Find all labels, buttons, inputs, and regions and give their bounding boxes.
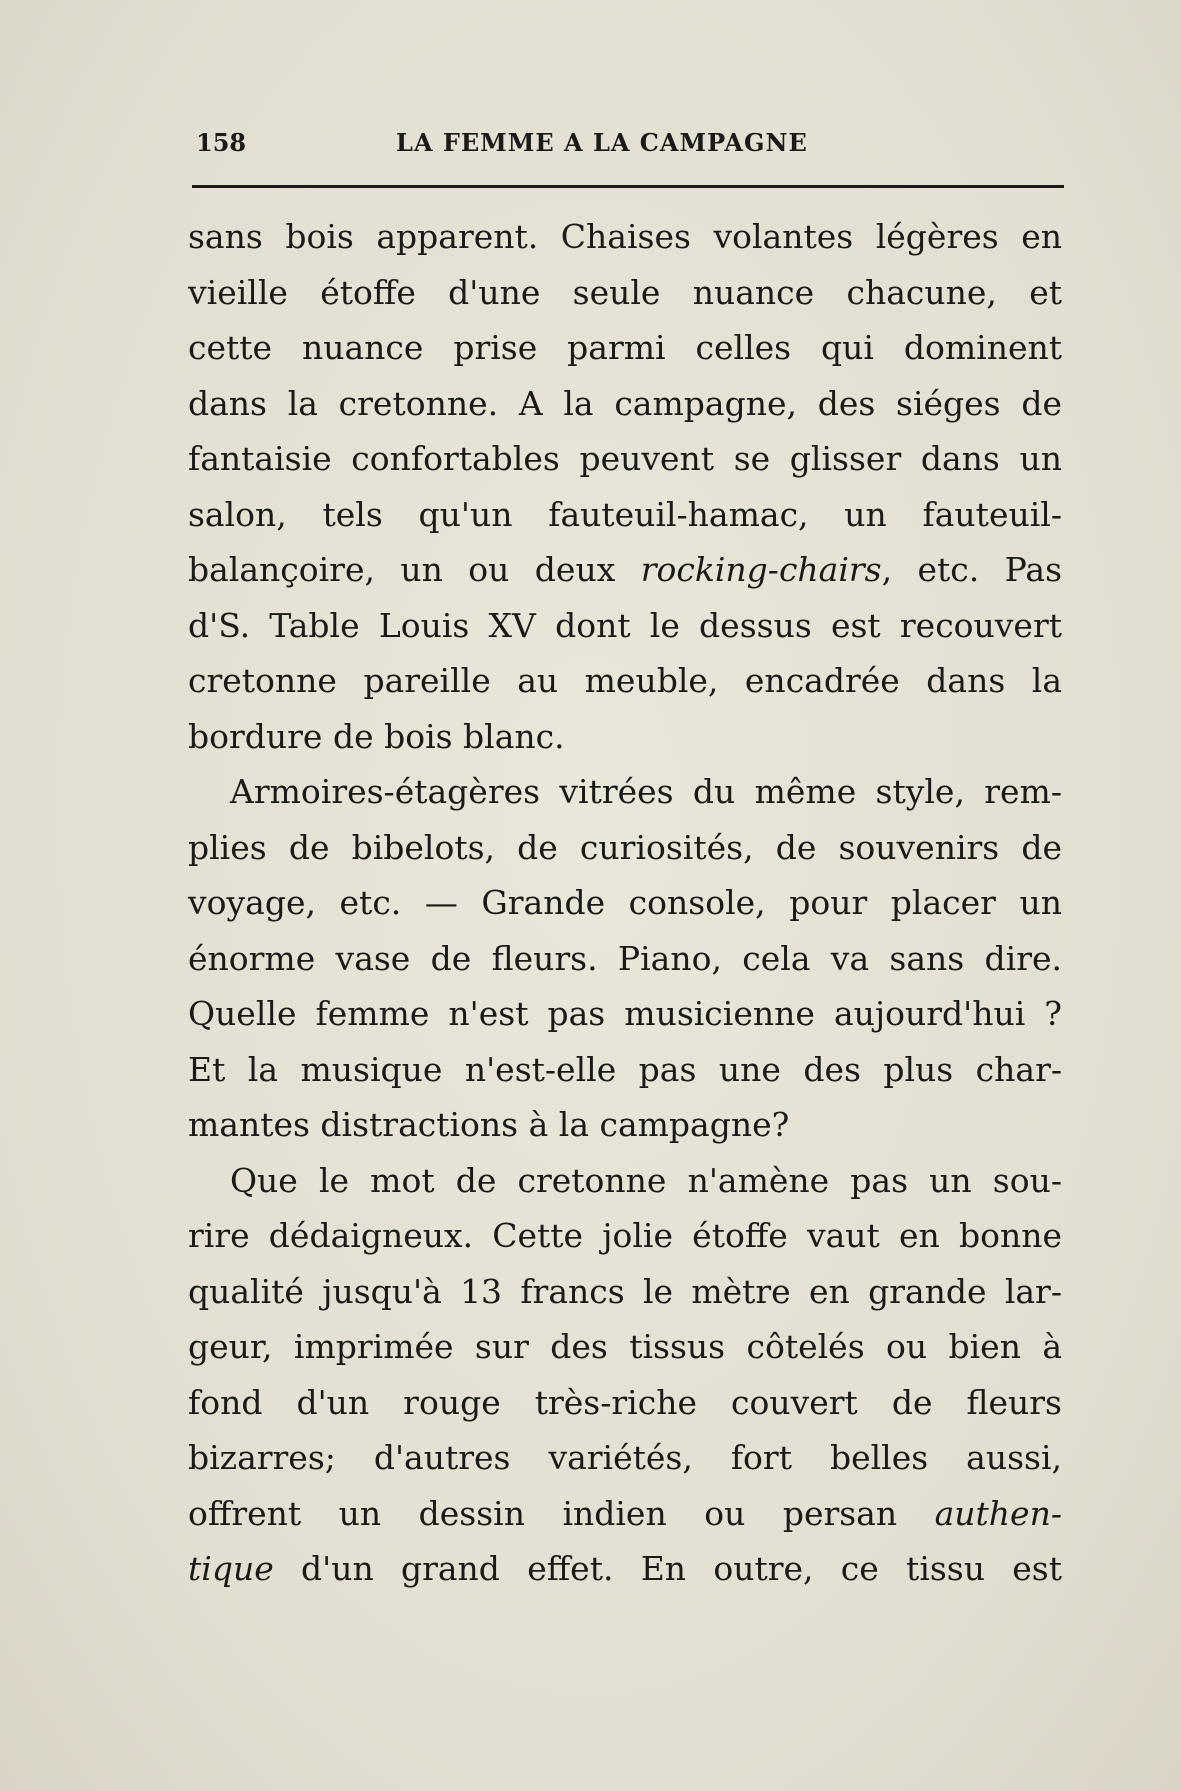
- text-segment: Quelle femme n'est pas musicienne aujourd'hui ?: [188, 994, 1062, 1033]
- running-title: LA FEMME A LA CAMPAGNE: [396, 128, 808, 157]
- text-line: [188, 878, 1062, 934]
- text-segment: sans bois apparent. Chaises volantes légères en: [188, 217, 1062, 256]
- text-segment: dans la cretonne. A la campagne, des siéges de: [188, 383, 1062, 423]
- text-line: [188, 379, 1062, 435]
- text-line: [188, 490, 1062, 546]
- text-line: [188, 323, 1062, 379]
- text-segment: offrent un dessin indien ou persan: [188, 1493, 935, 1533]
- italic-text: rocking-chairs: [640, 550, 882, 589]
- text-segment: Que le mot de cretonne n'amène pas un sou-: [230, 1160, 1062, 1200]
- text-segment: bordure de bois blanc.: [188, 716, 565, 756]
- text-segment: rire dédaigneux. Cette jolie étoffe vaut en bonne: [188, 1216, 1062, 1255]
- text-line: [188, 1211, 1062, 1267]
- text-segment: Et la musique n'est-elle pas une des plus char-: [188, 1049, 1062, 1089]
- header-rule: [192, 185, 1064, 188]
- text-line: [188, 1433, 1062, 1489]
- text-line: [188, 268, 1062, 324]
- text-segment: balançoire, un ou deux: [188, 550, 641, 589]
- text-segment: énorme vase de fleurs. Piano, cela va sans dire.: [188, 938, 1062, 978]
- text-line: [188, 212, 1062, 268]
- text-line: [188, 712, 1062, 768]
- text-segment: mantes distractions à la campagne?: [188, 1105, 790, 1144]
- page-number: 158: [196, 128, 247, 157]
- text-line: [188, 434, 1062, 490]
- text-segment: bizarres; d'autres variétés, fort belles aussi,: [188, 1438, 1062, 1477]
- text-line: [188, 656, 1062, 712]
- text-line: [188, 767, 1062, 823]
- text-line: [188, 989, 1062, 1045]
- text-line: [188, 545, 1062, 601]
- text-segment: plies de bibelots, de curiosités, de souvenirs de: [188, 827, 1062, 867]
- text-line: [188, 823, 1062, 879]
- text-segment: salon, tels qu'un fauteuil-hamac, un fauteuil-: [188, 494, 1062, 534]
- text-line: [188, 934, 1062, 990]
- italic-text: authen-: [934, 1493, 1062, 1533]
- text-line: [188, 1378, 1062, 1434]
- text-segment: cette nuance prise parmi celles qui dominent: [188, 328, 1062, 367]
- text-line: [188, 1045, 1062, 1101]
- text-segment: d'un grand effet. En outre, ce tissu est: [273, 1549, 1062, 1588]
- text-line: [188, 1267, 1062, 1323]
- text-line: [188, 1156, 1062, 1212]
- text-segment: , etc. Pas: [881, 550, 1063, 589]
- text-segment: voyage, etc. — Grande console, pour placer un: [188, 883, 1062, 922]
- text-line: [188, 1544, 1062, 1600]
- text-line: [188, 1100, 1062, 1156]
- text-segment: cretonne pareille au meuble, encadrée dans la: [188, 661, 1062, 700]
- italic-text: tique: [188, 1549, 274, 1588]
- text-segment: fond d'un rouge très-riche couvert de fleurs: [188, 1382, 1062, 1422]
- body-text: [188, 212, 1062, 1600]
- text-line: [188, 601, 1062, 657]
- text-line: [188, 1489, 1062, 1545]
- text-line: [188, 1322, 1062, 1378]
- text-segment: qualité jusqu'à 13 francs le mètre en grande lar-: [188, 1271, 1062, 1311]
- text-segment: vieille étoffe d'une seule nuance chacune, et: [188, 272, 1062, 312]
- text-segment: geur, imprimée sur des tissus côtelés ou bien à: [188, 1327, 1062, 1366]
- running-header: [196, 128, 1062, 164]
- text-segment: d'S. Table Louis XV dont le dessus est recouvert: [188, 605, 1062, 645]
- text-segment: fantaisie confortables peuvent se glisser dans un: [188, 439, 1062, 478]
- text-segment: Armoires-étagères vitrées du même style, rem-: [230, 772, 1062, 811]
